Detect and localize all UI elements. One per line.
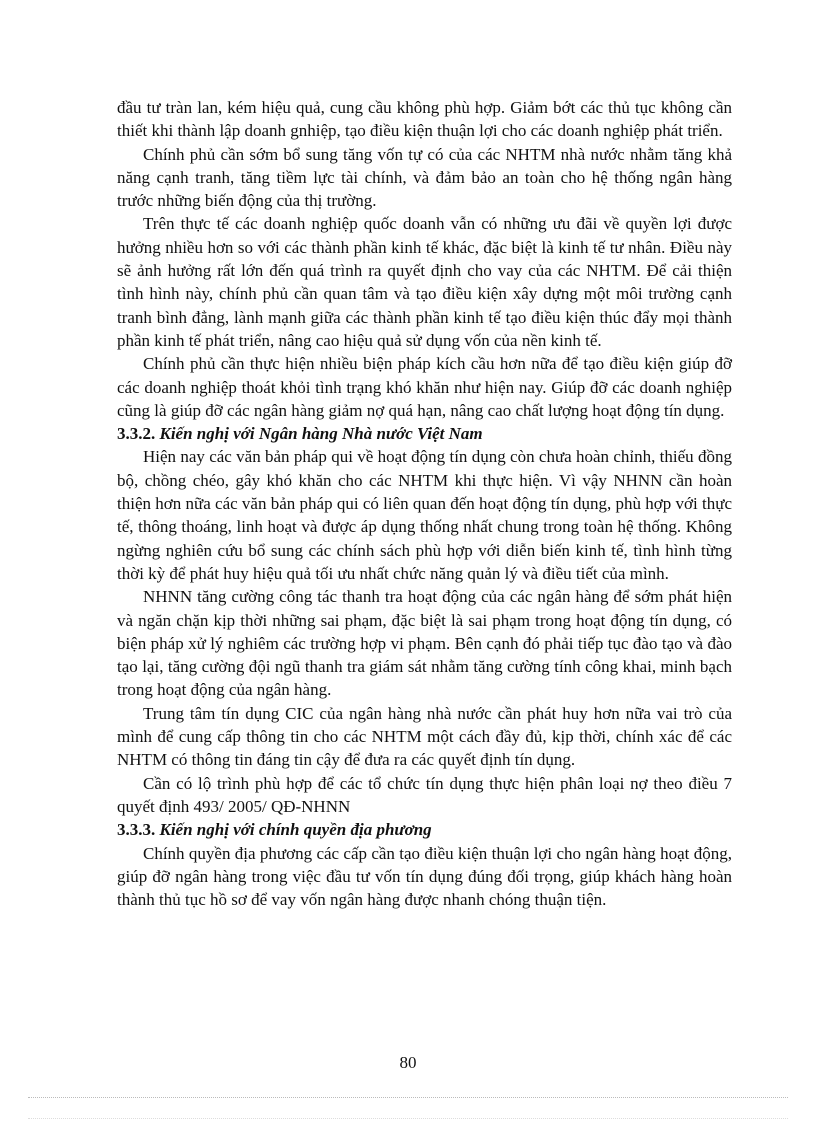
section-heading-3-3-3: [117, 818, 732, 841]
paragraph: Trung tâm tín dụng CIC của ngân hàng nhà nước cần phát huy hơn nữa vai trò của mình để cung cấp thông tin cho các NHTM một cách đầy đủ, kịp thời, chính xác để các NHTM có thông tin đáng tin cậy để đưa ra các quyết định tín dụng.: [117, 703, 732, 770]
document-page: [117, 96, 732, 911]
paragraph: Hiện nay các văn bản pháp qui về hoạt động tín dụng còn chưa hoàn chỉnh, thiếu đồng bộ, chồng chéo, gây khó khăn cho các NHTM khi thực hiện. Vì vậy NHNN cần hoàn thiện hơn nữa các văn bản pháp qui có liên quan đến hoạt động tín dụng, phù hợp với thực tế, thông thoáng, linh hoạt và được áp dụng thống nhất chung trong toàn hệ thống. Không ngừng nghiên cứu bổ sung các chính sách phù hợp với diễn biến kinh tế, tình hình từng thời kỳ để phát huy hiệu quả tối ưu nhất chức năng quản lý và điều tiết của mình.: [117, 447, 732, 583]
page-number: 80: [399, 1053, 417, 1072]
section-number: 3.3.2.: [117, 424, 156, 444]
page-border: [28, 1118, 788, 1119]
section-heading-3-3-2: [117, 422, 732, 445]
page-border: [28, 1097, 788, 1098]
paragraph: Chính phủ cần sớm bổ sung tăng vốn tự có của các NHTM nhà nước nhằm tăng khả năng cạnh tranh, tăng tiềm lực tài chính, và đảm bảo an toàn cho hệ thống ngân hàng trước những biến động của thị trường.: [117, 144, 732, 211]
section-title: Kiến nghị với Ngân hàng Nhà nước Việt Nam: [159, 424, 483, 444]
paragraph: Trên thực tế các doanh nghiệp quốc doanh vẫn có những ưu đãi về quyền lợi được hưởng nhiều hơn so với các thành phần kinh tế khác, đặc biệt là kinh tế tư nhân. Điều này sẽ ảnh hưởng rất lớn đến quá trình ra quyết định cho vay của các NHTM. Để cải thiện tình hình này, chính phủ cần quan tâm và tạo điều kiện xây dựng một môi trường cạnh tranh bình đẳng, lành mạnh giữa các thành phần kinh tế tạo điều kiện thúc đẩy mọi thành phần kinh tế phát triển, nâng cao hiệu quả sử dụng vốn của nền kinh tế.: [117, 214, 732, 350]
paragraph: Chính quyền địa phương các cấp cần tạo điều kiện thuận lợi cho ngân hàng hoạt động, giúp đỡ ngân hàng trong việc đầu tư vốn tín dụng đúng đối trọng, giúp khách hàng hoàn thành thủ tục hồ sơ để vay vốn ngân hàng được nhanh chóng thuận tiện.: [117, 843, 732, 910]
paragraph: đầu tư tràn lan, kém hiệu quả, cung cầu không phù hợp. Giảm bớt các thủ tục không cần thiết khi thành lập doanh gnhiệp, tạo điều kiện thuận lợi cho các doanh nghiệp phát triển.: [117, 98, 732, 141]
section-number: 3.3.3.: [117, 820, 156, 840]
paragraph: Chính phủ cần thực hiện nhiều biện pháp kích cầu hơn nữa để tạo điều kiện giúp đỡ các doanh nghiệp thoát khỏi tình trạng khó khăn như hiện nay. Giúp đỡ các doanh nghiệp cũng là giúp đỡ các ngân hàng giảm nợ quá hạn, nâng cao chất lượng hoạt động tín dụng.: [117, 354, 732, 420]
paragraph: Cần có lộ trình phù hợp để các tổ chức tín dụng thực hiện phân loại nợ theo điều 7 quyết định 493/ 2005/ QĐ-NHNN: [117, 773, 732, 816]
section-title: Kiến nghị với chính quyền địa phương: [159, 820, 432, 840]
paragraph: NHNN tăng cường công tác thanh tra hoạt động của các ngân hàng để sớm phát hiện và ngăn chặn kịp thời những sai phạm, đặc biệt là sai phạm trong hoạt động tín dụng, có biện pháp xử lý nghiêm các trường hợp vi phạm. Bên cạnh đó phải tiếp tục đào tạo và đào tạo lại, tăng cường đội ngũ thanh tra giám sát nhằm tăng cường tính công khai, minh bạch trong hoạt động của ngân hàng.: [117, 587, 732, 700]
